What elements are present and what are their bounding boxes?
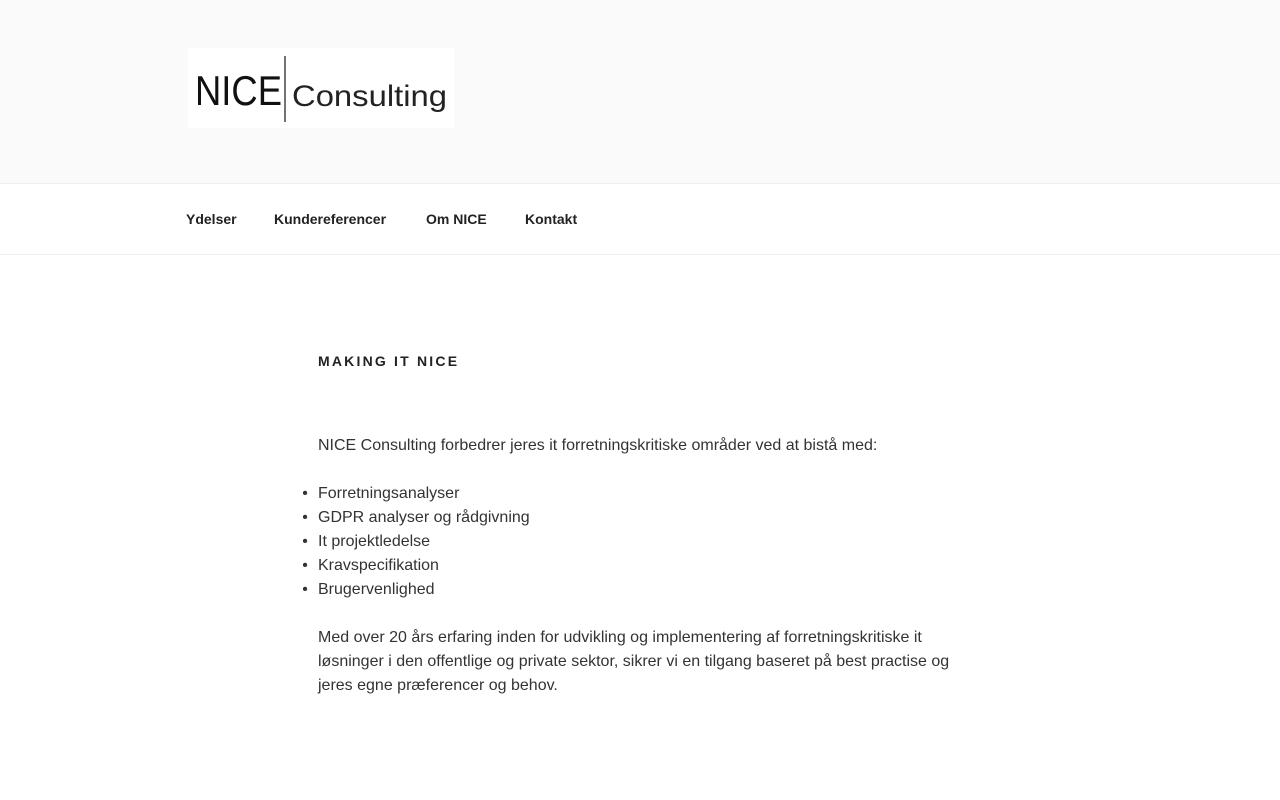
list-item-text: Kravspecifikation: [318, 557, 439, 574]
nav-item-kontakt[interactable]: Kontakt: [525, 211, 578, 227]
list-item: [302, 482, 530, 506]
bullet-icon: •: [302, 533, 308, 550]
nav-item-kundereferencer[interactable]: Kundereferencer: [274, 211, 387, 227]
services-list: [302, 482, 530, 602]
nav-item-om-nice[interactable]: Om NICE: [426, 211, 487, 227]
bullet-icon: •: [302, 557, 308, 574]
site-header: [0, 0, 1280, 184]
logo-text-main: NICE: [195, 67, 282, 114]
logo-text-sub: Consulting: [292, 80, 447, 113]
list-item: [302, 530, 530, 554]
logo-graphic: [188, 48, 454, 128]
bullet-icon: •: [302, 485, 308, 502]
nav-item-ydelser[interactable]: Ydelser: [186, 211, 237, 227]
outro-paragraph: Med over 20 års erfaring inden for udvikling og implementering af forretningskritiske it løsninger i den offentlige og private sektor, sikrer vi en tilgang baseret på best practise og jeres egne præferencer og behov.: [318, 629, 950, 694]
list-item-text: Forretningsanalyser: [318, 485, 460, 502]
site-logo[interactable]: [188, 48, 454, 128]
list-item: [302, 578, 530, 602]
list-item: [302, 506, 530, 530]
list-item-text: It projektledelse: [318, 533, 431, 550]
list-item: [302, 554, 530, 578]
bullet-icon: •: [302, 509, 308, 526]
intro-paragraph: NICE Consulting forbedrer jeres it forretningskritiske områder ved at bistå med:: [318, 437, 878, 454]
page-title: MAKING IT NICE: [318, 353, 460, 369]
main-navigation: [0, 184, 1280, 255]
bullet-icon: •: [302, 581, 308, 598]
list-item-text: GDPR analyser og rådgivning: [318, 509, 530, 526]
list-item-text: Brugervenlighed: [318, 581, 435, 598]
